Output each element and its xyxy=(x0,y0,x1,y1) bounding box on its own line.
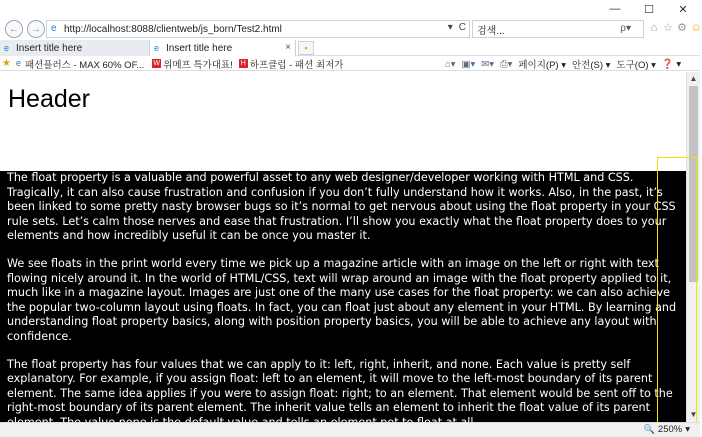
zoom-level: 250% xyxy=(657,424,683,435)
article-paragraph: The float property is a valuable and powerful asset to any web designer/developer working with HTML and CSS. Tragically, it can also cause frustration and confusion if you don’t fully understand how it works. Also, in the past, it’s been linked to some pretty nasty browser bugs so it’s normal to get nervous about using the float property in your CSS rule sets. Let’s calm those nerves and ease that frustration. I’ll show you exactly what the float property does to your elements and how incredibly useful it can be once you master it. xyxy=(7,171,676,243)
page-icon: e xyxy=(154,42,160,53)
mail-icon[interactable]: ✉▾ xyxy=(481,58,494,70)
tab-insert-title-1[interactable] xyxy=(0,40,150,56)
smiley-feedback-icon[interactable]: ☺ xyxy=(690,22,702,34)
page-menu[interactable]: 페이지(P) ▾ xyxy=(518,60,566,71)
home-icon[interactable]: ⌂▾ xyxy=(445,58,456,70)
tab-row xyxy=(0,40,700,56)
status-bar xyxy=(0,422,700,437)
favorite-label: 위메프 특가대표! xyxy=(163,59,233,71)
address-tools xyxy=(448,22,466,33)
favorite-item[interactable] xyxy=(239,57,344,71)
maximize-button[interactable]: ☐ xyxy=(644,3,654,16)
zoom-icon: 🔍 xyxy=(643,424,655,434)
tools-menu[interactable]: 도구(O) ▾ xyxy=(616,60,656,71)
print-icon[interactable]: ⎙▾ xyxy=(500,58,513,70)
feed-icon[interactable]: ▣▾ xyxy=(461,58,476,70)
settings-gear-icon[interactable]: ⚙ xyxy=(677,22,687,34)
favorites-star-icon[interactable]: ★ xyxy=(2,58,11,69)
wemakeprice-icon: W xyxy=(153,60,161,67)
arrow-right-icon: → xyxy=(31,23,41,35)
search-icon[interactable]: ρ▾ xyxy=(620,23,631,34)
favorite-label: 패션플러스 - MAX 60% OF... xyxy=(24,59,145,71)
command-bar xyxy=(445,57,681,71)
chevron-down-icon[interactable]: ▾ xyxy=(685,424,690,435)
help-menu[interactable]: ❓ ▾ xyxy=(661,58,682,70)
close-tab-icon[interactable]: × xyxy=(285,42,291,53)
arrow-left-icon: ← xyxy=(9,23,19,35)
article-block xyxy=(0,171,686,431)
page-header: Header xyxy=(8,85,90,113)
back-button[interactable] xyxy=(5,20,23,38)
scroll-up-arrow-icon[interactable]: ▲ xyxy=(689,74,698,83)
zoom-control[interactable] xyxy=(644,424,690,435)
search-box[interactable] xyxy=(472,20,644,38)
tab-label: Insert title here xyxy=(166,42,233,54)
vertical-scrollbar[interactable] xyxy=(686,72,700,422)
tab-label: Insert title here xyxy=(16,42,83,54)
minimize-button[interactable]: — xyxy=(609,3,621,15)
scrollbar-thumb[interactable] xyxy=(689,86,698,282)
page-icon: e xyxy=(4,42,10,53)
favorites-bar xyxy=(0,57,700,71)
home-icon[interactable]: ⌂ xyxy=(650,22,658,34)
safety-menu[interactable]: 안전(S) ▾ xyxy=(571,60,611,71)
article-paragraph: The float property has four values that we can apply to it: left, right, inherit, and none. Each value is pretty self explanatory. For example, if you assign float: left to an element, it will move to the left-most boundary of its parent element. The same idea applies if you were to assign float: right; to an element. That element would be sent off to the right-most boundary of its parent element. The inherit value tells an element to inherit the float value of its parent xyxy=(7,357,673,415)
article-paragraph: We see floats in the print world every time we pick up a magazine article with an image on the left or right with text flowing nicely around it. In the world of HTML/CSS, text will wrap around an image with the float property applied to it, much like in a magazine layout. Images are just one of the many use cases for the float property: we can also achieve the popular two-column layout using floats. In fact, you can float just about any element in your HTML. By learning and understanding float property basics, along with position property basics, you will be able to achieve any layout with confidence. xyxy=(7,256,677,343)
scroll-down-arrow-icon[interactable]: ▼ xyxy=(689,410,698,419)
close-button[interactable]: ✕ xyxy=(678,3,688,16)
url-text[interactable]: http://localhost:8088/clientweb/js_born/Test2.html xyxy=(64,23,282,35)
refresh-icon[interactable]: C xyxy=(458,22,466,33)
favorite-item[interactable] xyxy=(14,57,144,71)
forward-button[interactable] xyxy=(27,20,45,38)
new-tab-button[interactable] xyxy=(298,41,314,55)
halfclub-icon: H xyxy=(240,60,246,67)
address-row xyxy=(0,18,700,40)
search-input[interactable]: 검색... xyxy=(477,25,505,37)
favorite-label: 하프클럽 - 패션 최저가 xyxy=(249,59,344,71)
tab-insert-title-2[interactable] xyxy=(150,40,296,56)
window-controls xyxy=(598,0,700,18)
new-tab-icon: ▪ xyxy=(304,43,308,53)
page-content xyxy=(0,72,686,422)
dropdown-icon[interactable]: ▾ xyxy=(447,22,453,33)
favorites-star-icon[interactable]: ☆ xyxy=(663,22,673,34)
address-bar[interactable] xyxy=(46,20,470,38)
page-icon: e xyxy=(51,23,57,34)
ie-icon: e xyxy=(15,58,21,68)
title-bar xyxy=(0,0,700,18)
favorite-item[interactable] xyxy=(152,57,233,71)
browser-toolbar-icons xyxy=(648,21,702,35)
